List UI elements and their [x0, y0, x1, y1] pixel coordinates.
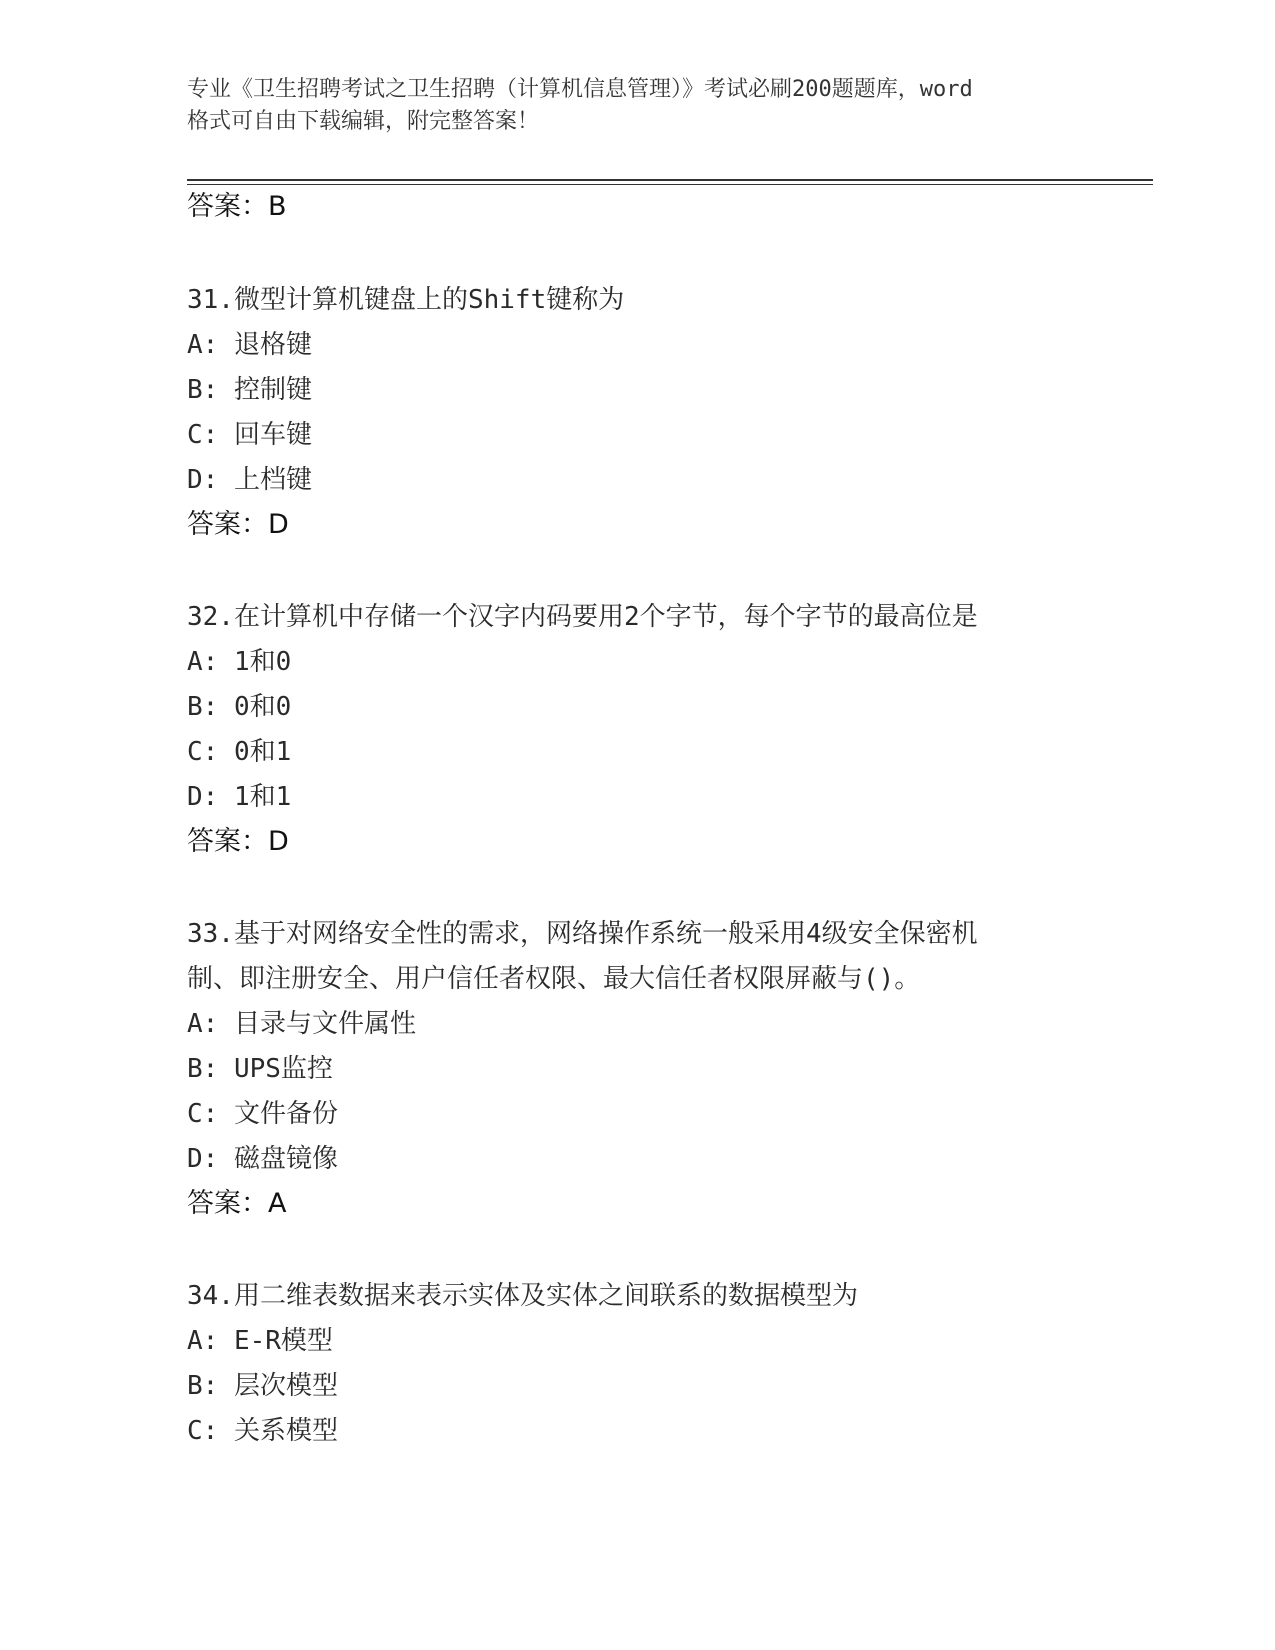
question-31-option-a: A: 退格键: [187, 330, 312, 360]
question-31-option-b: B: 控制键: [187, 375, 312, 405]
question-33-answer: 答案：A: [187, 1188, 287, 1219]
question-32-option-d: D: 1和1: [187, 782, 292, 812]
answer-previous: 答案：B: [187, 191, 287, 222]
question-33-text-line-2: 制、即注册安全、用户信任者权限、最大信任者权限屏蔽与()。: [187, 964, 921, 994]
question-31-answer: 答案：D: [187, 509, 289, 540]
question-33-option-d: D: 磁盘镜像: [187, 1144, 338, 1174]
question-33-text-line-1: 33.基于对网络安全性的需求，网络操作系统一般采用4级安全保密机: [187, 919, 978, 949]
question-32-option-a: A: 1和0: [187, 647, 292, 677]
question-34-option-b: B: 层次模型: [187, 1371, 338, 1401]
question-34-text: 34.用二维表数据来表示实体及实体之间联系的数据模型为: [187, 1281, 858, 1311]
header-divider-thin: [187, 184, 1153, 185]
header-line-2: 格式可自由下载编辑，附完整答案！: [187, 109, 540, 134]
document-header: [187, 74, 1087, 138]
question-31-text: 31.微型计算机键盘上的Shift键称为: [187, 285, 625, 315]
question-31-option-d: D: 上档键: [187, 465, 312, 495]
question-32-option-b: B: 0和0: [187, 692, 292, 722]
question-32-option-c: C: 0和1: [187, 737, 292, 767]
question-32-text: 32.在计算机中存储一个汉字内码要用2个字节，每个字节的最高位是: [187, 602, 978, 632]
question-33-option-b: B: UPS监控: [187, 1054, 333, 1084]
question-33-option-a: A: 目录与文件属性: [187, 1009, 416, 1039]
header-line-1: 专业《卫生招聘考试之卫生招聘（计算机信息管理）》考试必刷200题题库，word: [187, 77, 973, 102]
question-32-answer: 答案：D: [187, 826, 289, 857]
question-33-option-c: C: 文件备份: [187, 1099, 338, 1129]
question-34-option-a: A: E-R模型: [187, 1326, 333, 1356]
question-34-option-c: C: 关系模型: [187, 1416, 338, 1446]
header-divider-thick: [187, 179, 1153, 181]
question-31-option-c: C: 回车键: [187, 420, 312, 450]
